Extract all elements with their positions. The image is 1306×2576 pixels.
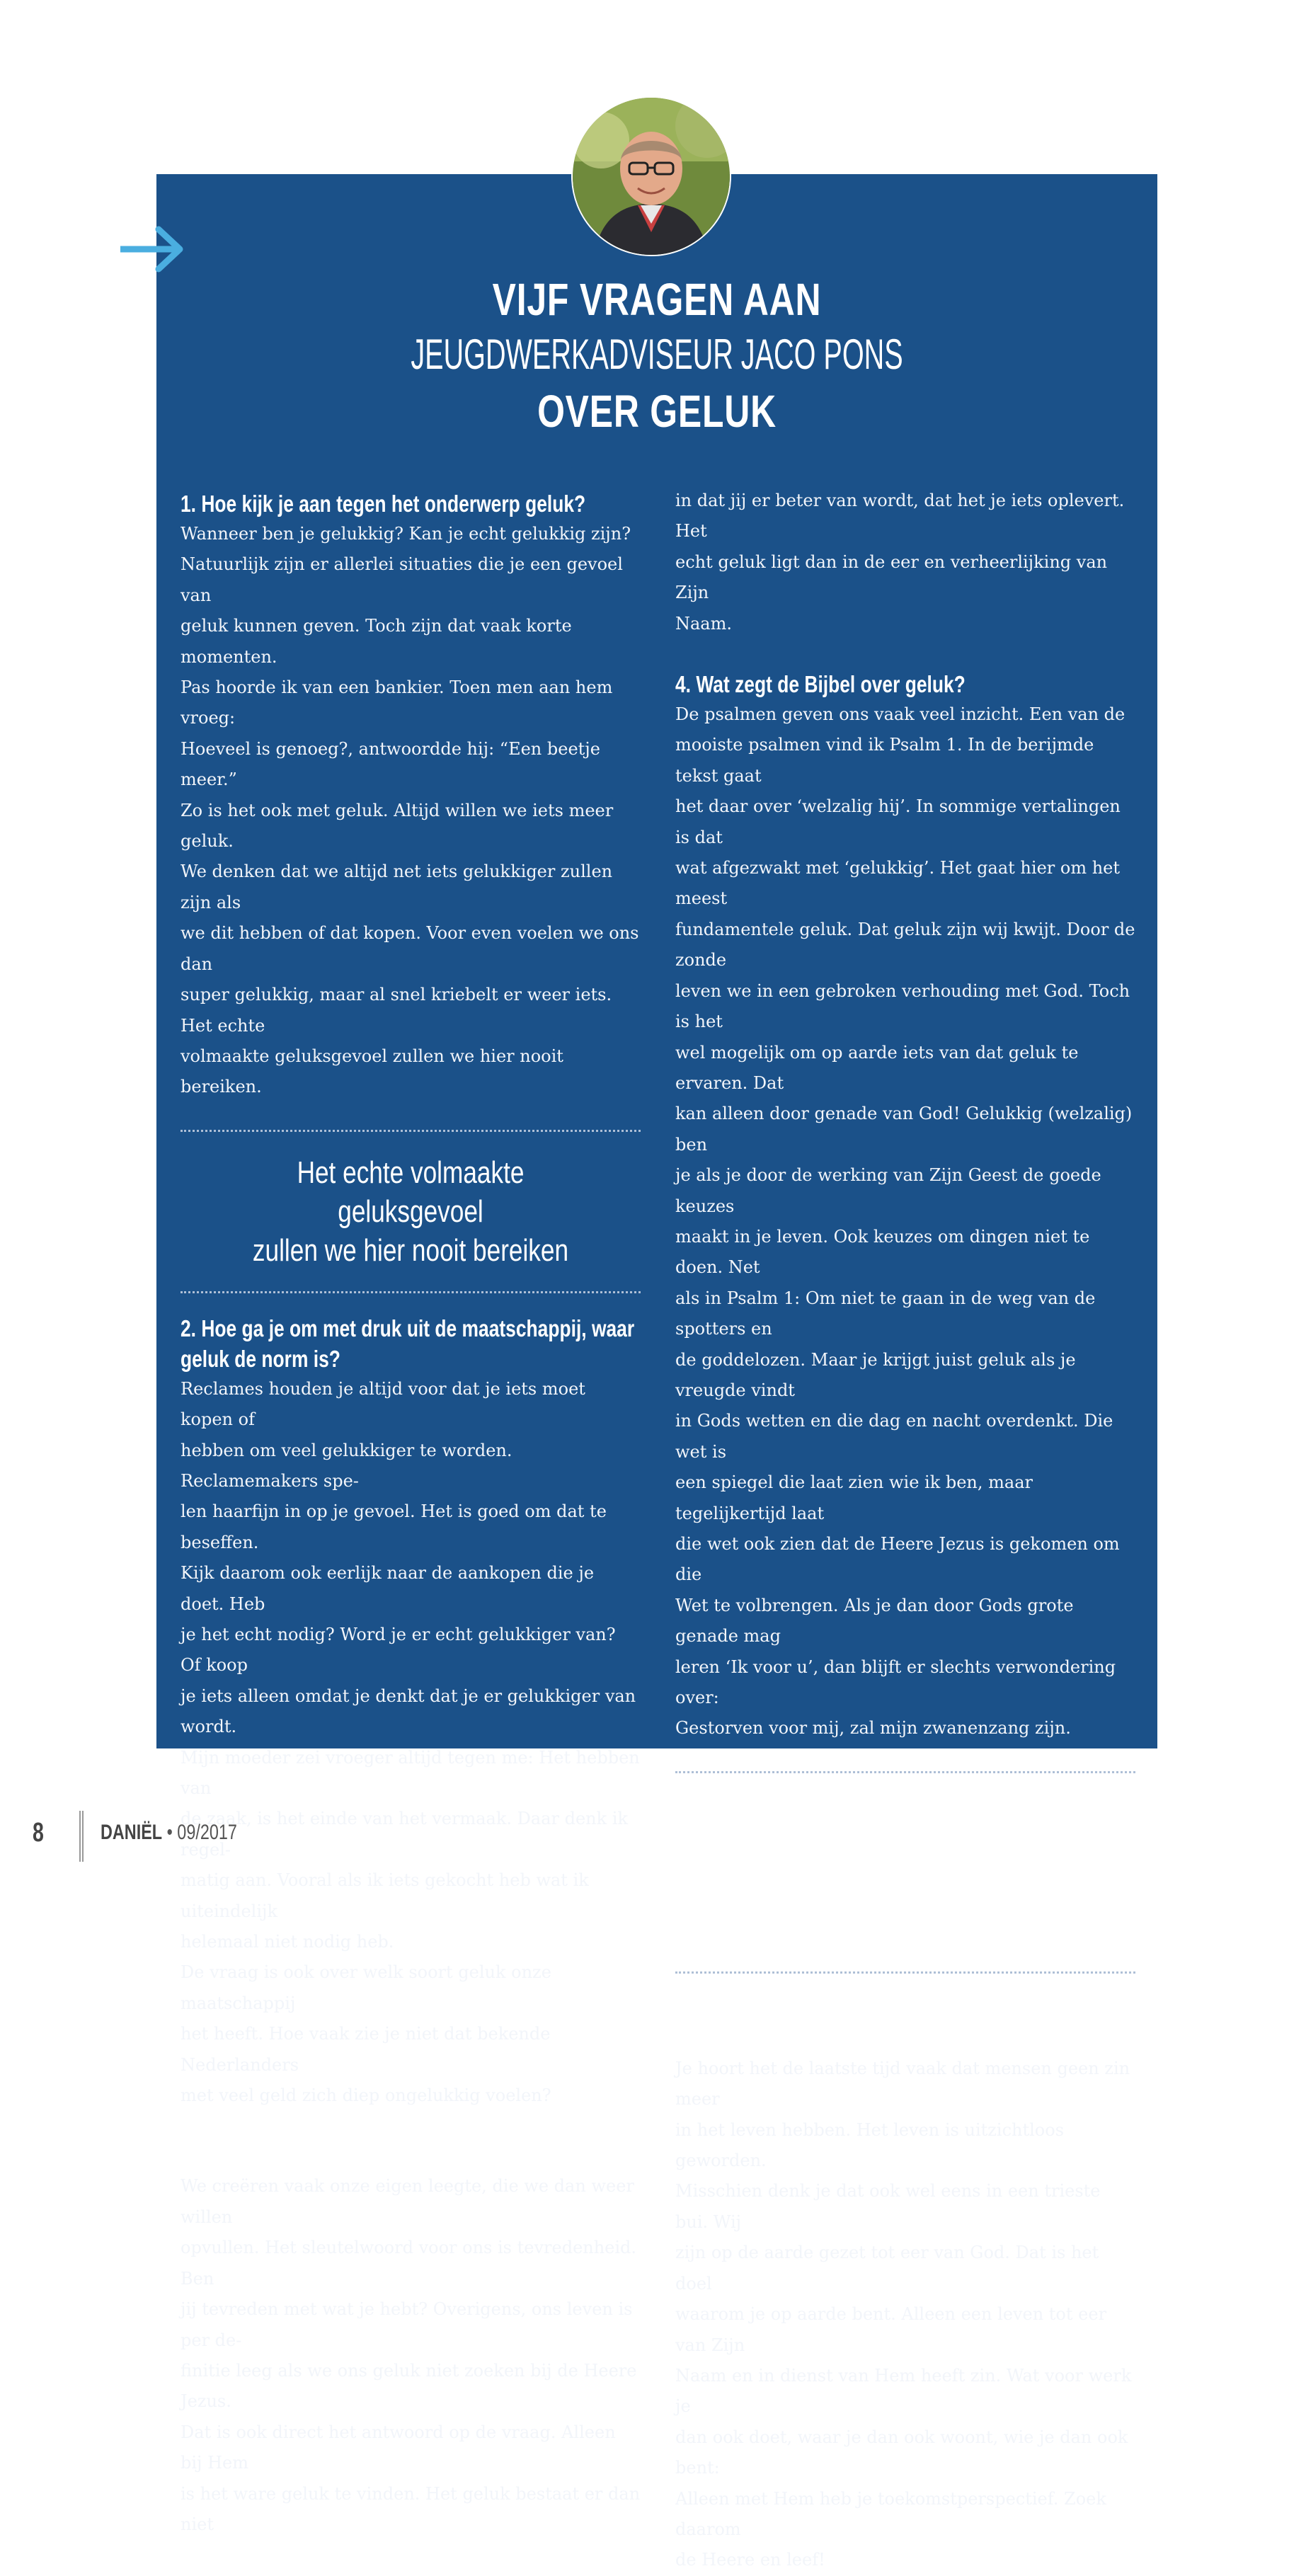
author-portrait — [571, 96, 731, 256]
question-4: 4. Wat zegt de Bijbel over geluk? — [675, 671, 966, 698]
question-2: 2. Hoe ga je om met druk uit de maatschappij, waar geluk de norm is? — [181, 1315, 635, 1372]
answer-4: De psalmen geven ons vaak veel inzicht. Een van de mooiste psalmen vind ik Psalm 1. In de berijmde tekst gaat het daar over ‘welzalig hij’. In sommige vertalingen is dat wat afgezwakt met ‘gelukkig’. Het gaat hier om het meest fundamentele geluk. Dat geluk zijn wij kwijt. Door de zonde leven we in een gebroken verhouding met God. Toch is het wel mogelijk om op aarde iets van dat geluk te ervaren. Dat kan alleen door genade van God! Gelukkig (welzalig) ben je als je door de werking van Zijn Geest de goede keuzes maakt in je leven. Ook keuzes om dingen niet te doen. Net als in Psalm 1: Om niet te gaan in de weg van de spotters en de goddelozen. Maar je krijgt juist geluk als je vreugde vindt in Gods wetten en die dag en nacht overdenkt. Die wet is een spiegel die laat zien wie ik ben, maar tegelijkertijd laat die wet ook zien dat de Heere Jezus is gekomen om die Wet te volbrengen. Als je dan door Gods grote genade mag leren ‘Ik voor u’, dan blijft er slechts verwondering over: Gestorven voor mij, zal mijn zwanenzang zijn. — [675, 704, 1135, 1739]
arrow-right-icon — [120, 225, 188, 273]
title-line-3: OVER GELUK — [537, 386, 777, 437]
title-line-1: VIJF VRAGEN AAN — [492, 274, 822, 325]
pull-quote-2: Ons leven is per definitie leeg als we ons geluk niet zoeken bij de Heere Jezus — [722, 1796, 1089, 1948]
answer-5: Je hoort het de laatste tijd vaak dat mensen geen zin meer in het leven hebben. Het leven is uitzichtloos geworden. Misschien denk je dat ook wel eens in een trieste bui. Wij zijn op de aarde gezet tot eer van God. Dat is het doel waarom je op aarde bent. Alleen een leven tot eer van Zijn Naam en in dienst van Hem heeft zin. Wat voor werk je dan ook doet, waar je dan ook woont, wie je dan ook bent: Alleen met Hem heb je toekomstperspectief. Zoek daarom de Heere en leef! — [675, 2058, 1132, 2570]
right-column — [675, 486, 1135, 2576]
magazine-name: DANIËL — [101, 1821, 163, 1844]
footer-divider — [79, 1811, 84, 1862]
title-line-2: JEUGDWERKADVISEUR JACO PONS — [411, 331, 903, 378]
left-column — [181, 488, 641, 2540]
answer-1: Wanneer ben je gelukkig? Kan je echt gelukkig zijn? Natuurlijk zijn er allerlei situaties die je een gevoel van geluk kunnen geven. Toch zijn dat vaak korte momenten. Pas hoorde ik van een bankier. Toen men aan hem vroeg: Hoeveel is genoeg?, antwoordde hij: “Een beetje meer.” Zo is het ook met geluk. Altijd willen we iets meer geluk. We denken dat we altijd net iets gelukkiger zullen zijn als we dit hebben of dat kopen. Voor even voelen we ons dan super gelukkig, maar al snel kriebelt er weer iets. Het echte volmaakte geluksgevoel zullen we hier nooit bereiken. — [181, 524, 639, 1097]
pull-quote-1: Het echte volmaakte geluksgevoel zullen we hier nooit bereiken — [252, 1155, 569, 1268]
question-3: 3. Hoe voorkom je leegte in je leven? — [181, 2143, 508, 2170]
answer-3-continued: in dat jij er beter van wordt, dat het je iets oplevert. Het echt geluk ligt dan in de eer en verheerlijking van Zijn Naam. — [675, 491, 1125, 634]
issue-date: • 09/2017 — [166, 1821, 237, 1844]
question-1: 1. Hoe kijk je aan tegen het onderwerp geluk? — [181, 491, 586, 517]
answer-3: We creëren vaak onze eigen leegte, die we dan weer willen opvullen. Het sleutelwoord voor ons is tevredenheid. Ben jij tevreden met wat je hebt? Overigens, ons leven is per de- finitie leeg als we ons geluk niet zoeken bij de Heere Jezus. Dat is ook direct het antwoord op de vraag. Alleen bij Hem is het ware geluk te vinden. Het geluk bestaat er dan niet — [181, 2176, 641, 2534]
page-number: 8 — [33, 1818, 44, 1848]
answer-2: Reclames houden je altijd voor dat je iets moet kopen of hebben om veel gelukkiger te worden. Reclamemakers spe- len haarfijn in op je gevoel. Het is goed om dat te beseffen. Kijk daarom ook eerlijk naar de aankopen die je doet. Heb je het echt nodig? Word je er echt gelukkiger van? Of koop je iets alleen omdat je denkt dat je er gelukkiger van wordt. Mijn moeder zei vroeger altijd tegen me: Het hebben van de zaak, is het einde van het vermaak. Daar denk ik regel- matig aan. Vooral als ik iets gekocht heb wat ik uiteindelijk helemaal niet nodig heb. De vraag is ook over welk soort geluk onze maatschappij het heeft. Hoe vaak zie je niet dat bekende Nederlanders met veel geld zich diep ongelukkig voelen? — [181, 1378, 640, 2106]
question-5: 5. Hoe geef je je leven zin? — [675, 2025, 912, 2051]
